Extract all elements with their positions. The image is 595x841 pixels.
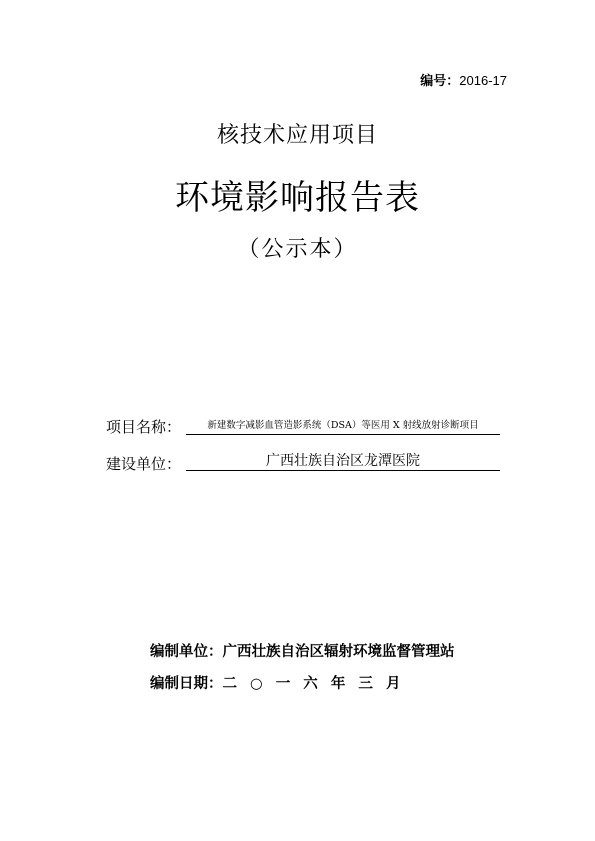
serial-number-label: 编号： <box>420 74 460 89</box>
compile-date-label: 编制日期： <box>150 676 223 692</box>
serial-number <box>420 70 507 89</box>
compiler-org-row <box>150 640 455 661</box>
construction-unit-value: 广西壮族自治区龙潭医院 <box>186 452 500 471</box>
document-subtitle: 核技术应用项目 <box>216 123 378 148</box>
compiler-org-label: 编制单位： <box>150 644 223 660</box>
project-name-value: 新建数字减影血管造影系统（DSA）等医用 X 射线放射诊断项目 <box>186 418 500 435</box>
compile-date-row <box>150 672 404 693</box>
compiler-org-value: 广西壮族自治区辐射环境监督管理站 <box>222 644 455 660</box>
serial-number-value: 2016-17 <box>459 73 507 88</box>
project-name-label: 项目名称： <box>106 418 182 436</box>
public-version-note: （公示本） <box>237 237 358 262</box>
document-title: 环境影响报告表 <box>175 178 420 218</box>
construction-unit-label: 建设单位： <box>106 455 182 473</box>
compile-date-value: 二 ○ 一 六 年 三 月 <box>222 676 405 692</box>
